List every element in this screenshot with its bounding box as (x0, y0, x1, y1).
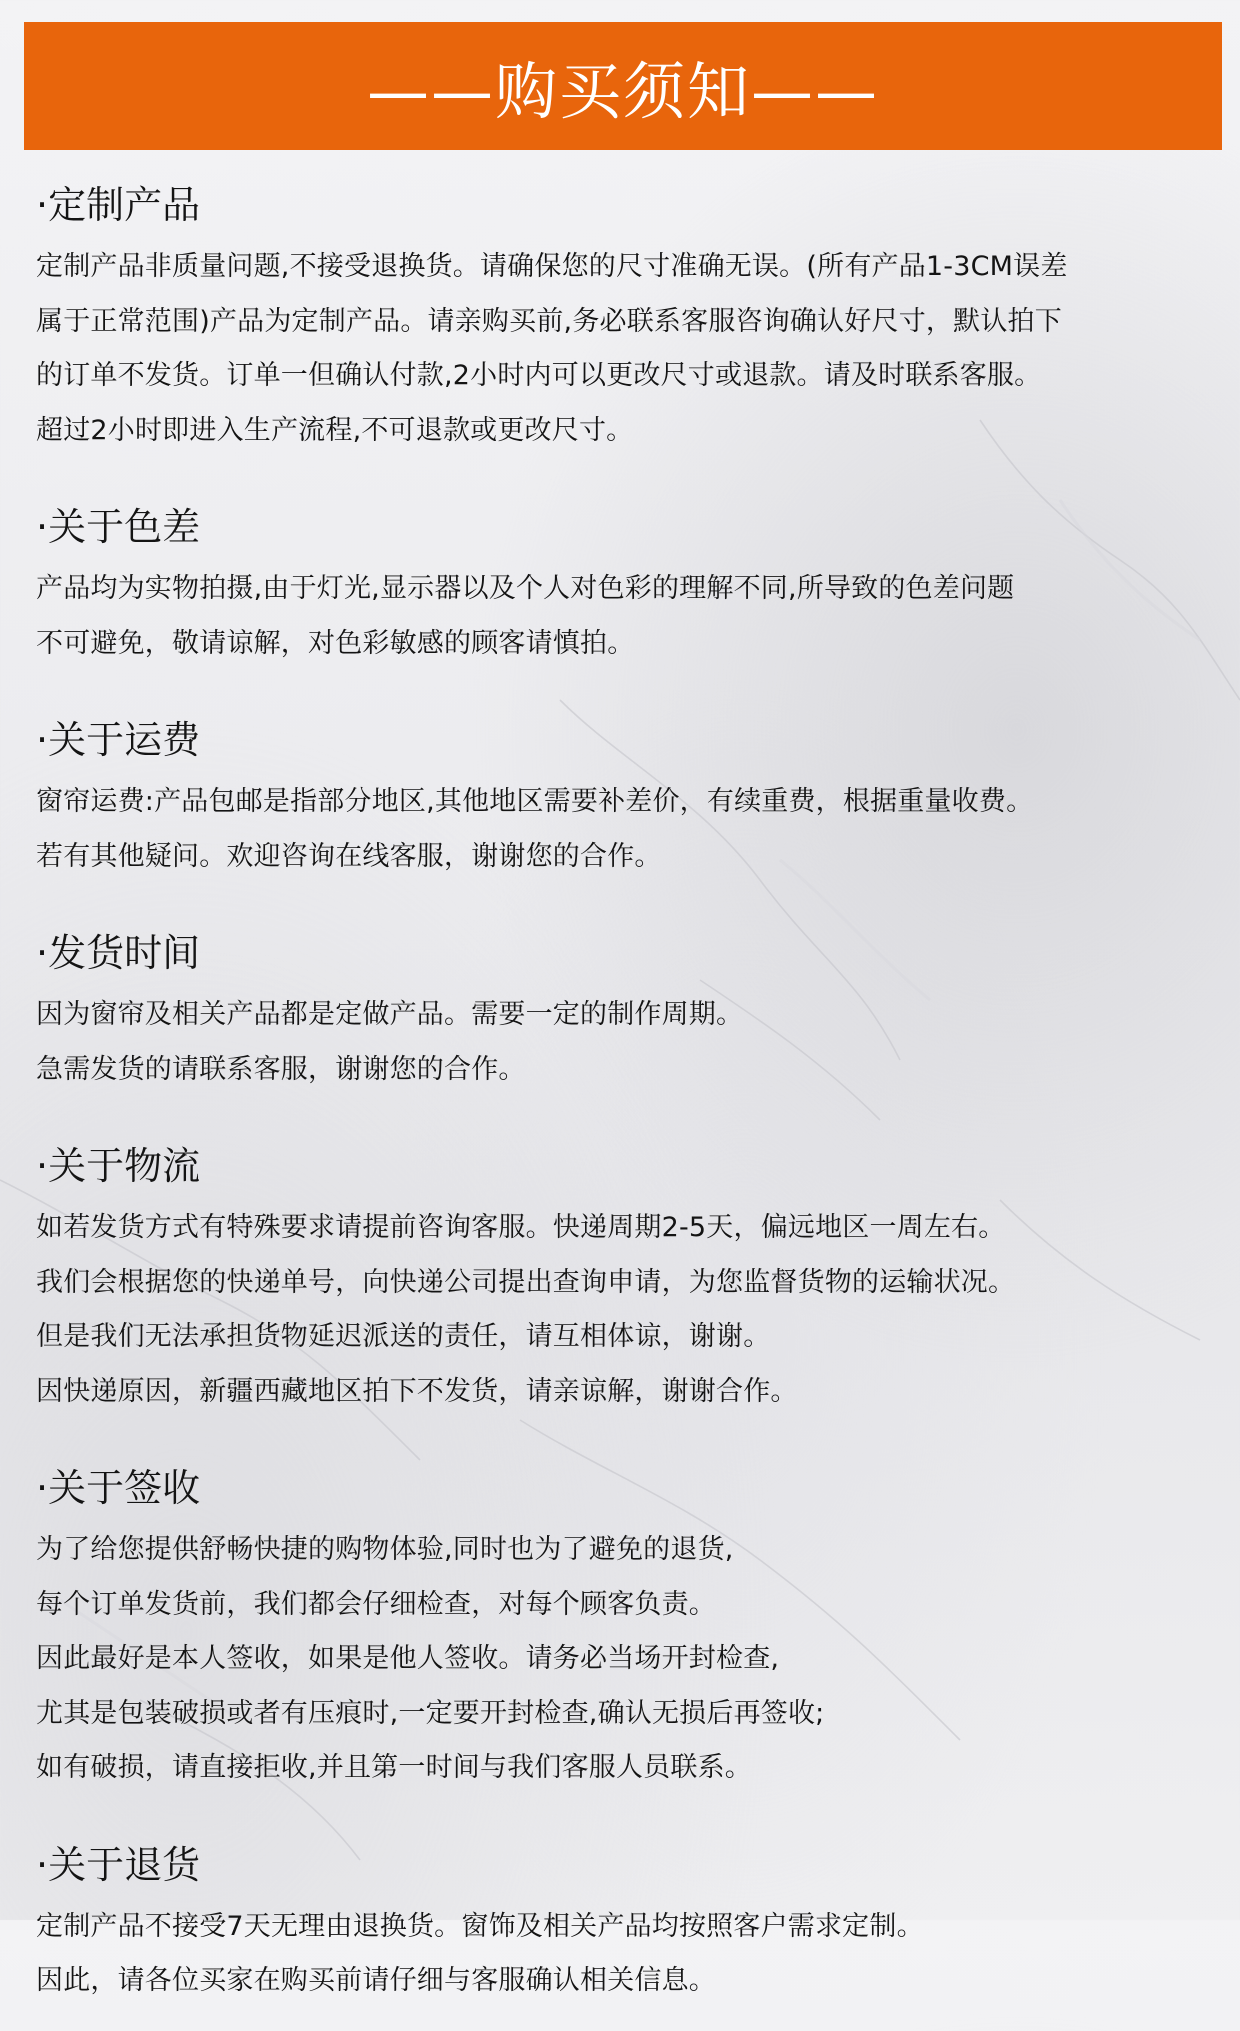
section-delivery-time (36, 918, 1216, 1097)
section-text: 因此最好是本人签收，如果是他人签收。请务必当场开封检查, (36, 1643, 780, 1674)
section-text: 急需发货的请联系客服，谢谢您的合作。 (36, 1053, 526, 1085)
section-title: ·关于运费 (36, 718, 201, 762)
section-title: ·发货时间 (36, 931, 201, 975)
section-text: 但是我们无法承担货物延迟派送的责任，请互相体谅，谢谢。 (36, 1321, 771, 1352)
section-text: 定制产品非质量问题,不接受退换货。请确保您的尺寸准确无误。(所有产品1-3CM误差 (36, 251, 1068, 282)
section-text: 产品均为实物拍摄,由于灯光,显示器以及个人对色彩的理解不同,所导致的色差问题 (36, 573, 1015, 604)
section-text: 我们会根据您的快递单号，向快递公司提出查询申请，为您监督货物的运输状况。 (36, 1266, 1016, 1298)
section-returns (36, 1830, 1216, 2009)
section-title: ·关于签收 (36, 1466, 201, 1510)
section-title: ·关于色差 (36, 505, 201, 549)
section-title: ·定制产品 (36, 183, 201, 227)
header-banner (24, 22, 1222, 150)
section-text: 若有其他疑问。欢迎咨询在线客服，谢谢您的合作。 (36, 840, 662, 872)
page-title: ——购买须知—— (366, 54, 879, 128)
section-text: 属于正常范围)产品为定制产品。请亲购买前,务必联系客服咨询确认好尺寸，默认拍下 (36, 305, 1062, 337)
section-custom-products (36, 170, 1216, 458)
section-text: 如若发货方式有特殊要求请提前咨询客服。快递周期2-5天，偏远地区一周左右。 (36, 1212, 1006, 1243)
section-signing (36, 1453, 1216, 1796)
section-text: 尤其是包装破损或者有压痕时,一定要开封检查,确认无损后再签收; (36, 1697, 825, 1729)
section-text: 超过2小时即进入生产流程,不可退款或更改尺寸。 (36, 414, 634, 446)
section-text: 为了给您提供舒畅快捷的购物体验,同时也为了避免的退货, (36, 1534, 734, 1565)
notice-content (36, 170, 1216, 2031)
section-text: 定制产品不接受7天无理由退换货。窗饰及相关产品均按照客户需求定制。 (36, 1910, 924, 1942)
section-text: 不可避免，敬请谅解，对色彩敏感的顾客请慎拍。 (36, 627, 635, 659)
section-title: ·关于物流 (36, 1144, 201, 1188)
section-logistics (36, 1131, 1216, 1419)
section-text: 因为窗帘及相关产品都是定做产品。需要一定的制作周期。 (36, 999, 744, 1030)
section-text: 因快递原因，新疆西藏地区拍下不发货，请亲谅解，谢谢合作。 (36, 1375, 798, 1407)
section-title: ·关于退货 (36, 1842, 201, 1887)
section-text: 的订单不发货。订单一但确认付款,2小时内可以更改尺寸或退款。请及时联系客服。 (36, 360, 1042, 391)
section-text: 窗帘运费:产品包邮是指部分地区,其他地区需要补差价，有续重费，根据重量收费。 (36, 786, 1034, 817)
section-shipping-fee (36, 705, 1216, 884)
section-text: 每个订单发货前，我们都会仔细检查，对每个顾客负责。 (36, 1588, 716, 1620)
section-color-difference (36, 492, 1216, 671)
section-text: 如有破损，请直接拒收,并且第一时间与我们客服人员联系。 (36, 1752, 752, 1783)
section-text: 因此，请各位买家在购买前请仔细与客服确认相关信息。 (36, 1965, 716, 1996)
